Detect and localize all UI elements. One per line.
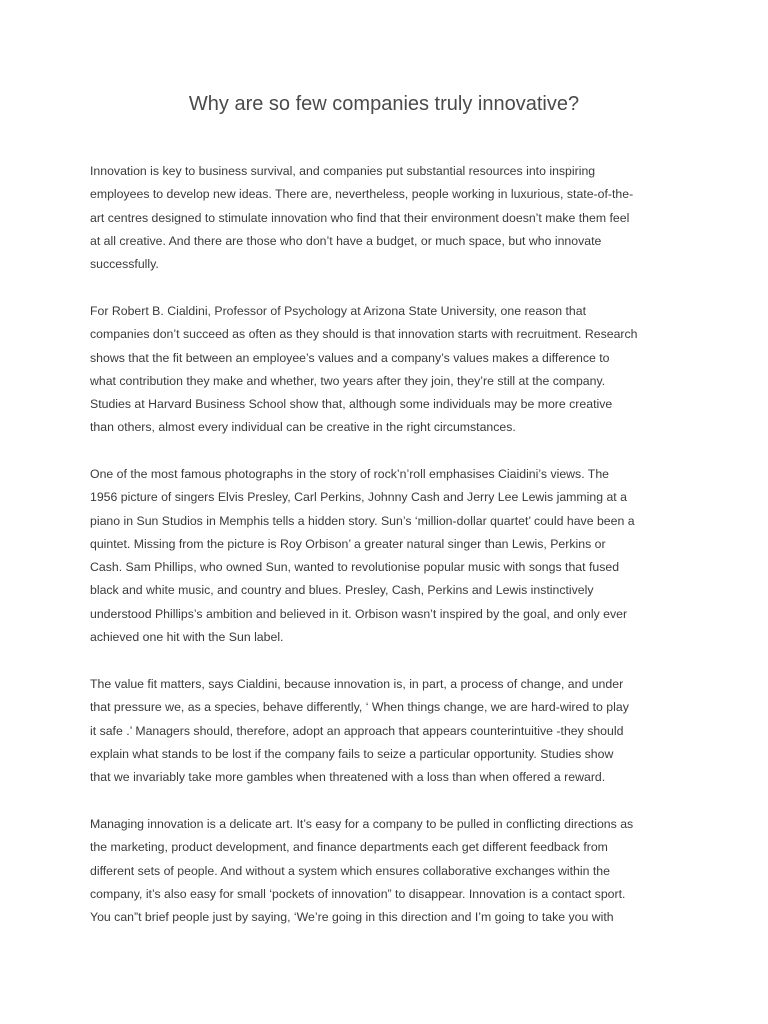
- text-line: Studies at Harvard Business School show that, although some individuals may be more creative: [90, 397, 613, 412]
- text-line: what contribution they make and whether, two years after they join, they’re still at the company.: [90, 373, 606, 388]
- text-line: The value fit matters, says Cialdini, because innovation is, in part, a process of change, and under: [90, 677, 624, 691]
- text-line: You can”t brief people just by saying, ‘We’re going in this direction and I’m going to take you with: [90, 910, 614, 925]
- text-line: at all creative. And there are those who don’t have a budget, or much space, but who innovate: [90, 233, 602, 248]
- text-line: explain what stands to be lost if the company fails to seize a particular opportunity. Studies show: [90, 746, 614, 761]
- text-line: Managing innovation is a delicate art. It’s easy for a company to be pulled in conflicting directions as: [90, 817, 634, 831]
- text-line: companies don’t succeed as often as they should is that innovation starts with recruitment. Research: [90, 327, 638, 342]
- text-line: understood Phillips’s ambition and believed in it. Orbison wasn’t inspired by the goal, and only ever: [90, 606, 628, 621]
- paragraph-4: [90, 673, 690, 789]
- text-line: that pressure we, as a species, behave differently, ‘ When things change, we are hard-wired to play: [90, 700, 629, 715]
- text-line: successfully.: [90, 257, 159, 272]
- paragraph-5: [90, 813, 690, 929]
- paragraph-2: [90, 300, 690, 440]
- paragraph-1: [90, 160, 690, 276]
- text-line: 1956 picture of singers Elvis Presley, Carl Perkins, Johnny Cash and Jerry Lee Lewis jamming at a: [90, 490, 627, 505]
- text-line: Cash. Sam Phillips, who owned Sun, wanted to revolutionise popular music with songs that fused: [90, 560, 620, 575]
- page-title: Why are so few companies truly innovative?: [188, 93, 580, 115]
- text-line: employees to develop new ideas. There are, nevertheless, people working in luxurious, state-of-the-: [90, 187, 634, 202]
- text-line: black and white music, and country and blues. Presley, Cash, Perkins and Lewis instinctively: [90, 583, 594, 598]
- text-line: art centres designed to stimulate innovation who find that their environment doesn’t make them feel: [90, 210, 630, 225]
- text-line: shows that the fit between an employee’s values and a company’s values makes a difference to: [90, 350, 610, 365]
- paragraph-3: [90, 463, 690, 649]
- text-line: company, it’s also easy for small ‘pockets of innovation” to disappear. Innovation is a contact sport.: [90, 886, 626, 901]
- text-line: achieved one hit with the Sun label.: [90, 630, 284, 645]
- text-line: For Robert B. Cialdini, Professor of Psychology at Arizona State University, one reason that: [90, 304, 586, 318]
- text-line: quintet. Missing from the picture is Roy Orbison’ a greater natural singer than Lewis, Perkins or: [90, 536, 606, 551]
- text-line: it safe .’ Managers should, therefore, adopt an approach that appears counterintuitive -they should: [90, 723, 624, 738]
- text-line: One of the most famous photographs in the story of rock’n’roll emphasises Ciaidini’s views. The: [90, 467, 609, 481]
- text-line: than others, almost every individual can be creative in the right circumstances.: [90, 420, 516, 435]
- text-line: piano in Sun Studios in Memphis tells a hidden story. Sun’s ‘million-dollar quartet’ could have been a: [90, 513, 635, 528]
- text-line: that we invariably take more gambles when threatened with a loss than when offered a reward.: [90, 770, 606, 785]
- text-line: different sets of people. And without a system which ensures collaborative exchanges within the: [90, 863, 610, 878]
- text-line: the marketing, product development, and finance departments each get different feedback from: [90, 840, 608, 855]
- text-line: Innovation is key to business survival, and companies put substantial resources into inspiring: [90, 164, 596, 178]
